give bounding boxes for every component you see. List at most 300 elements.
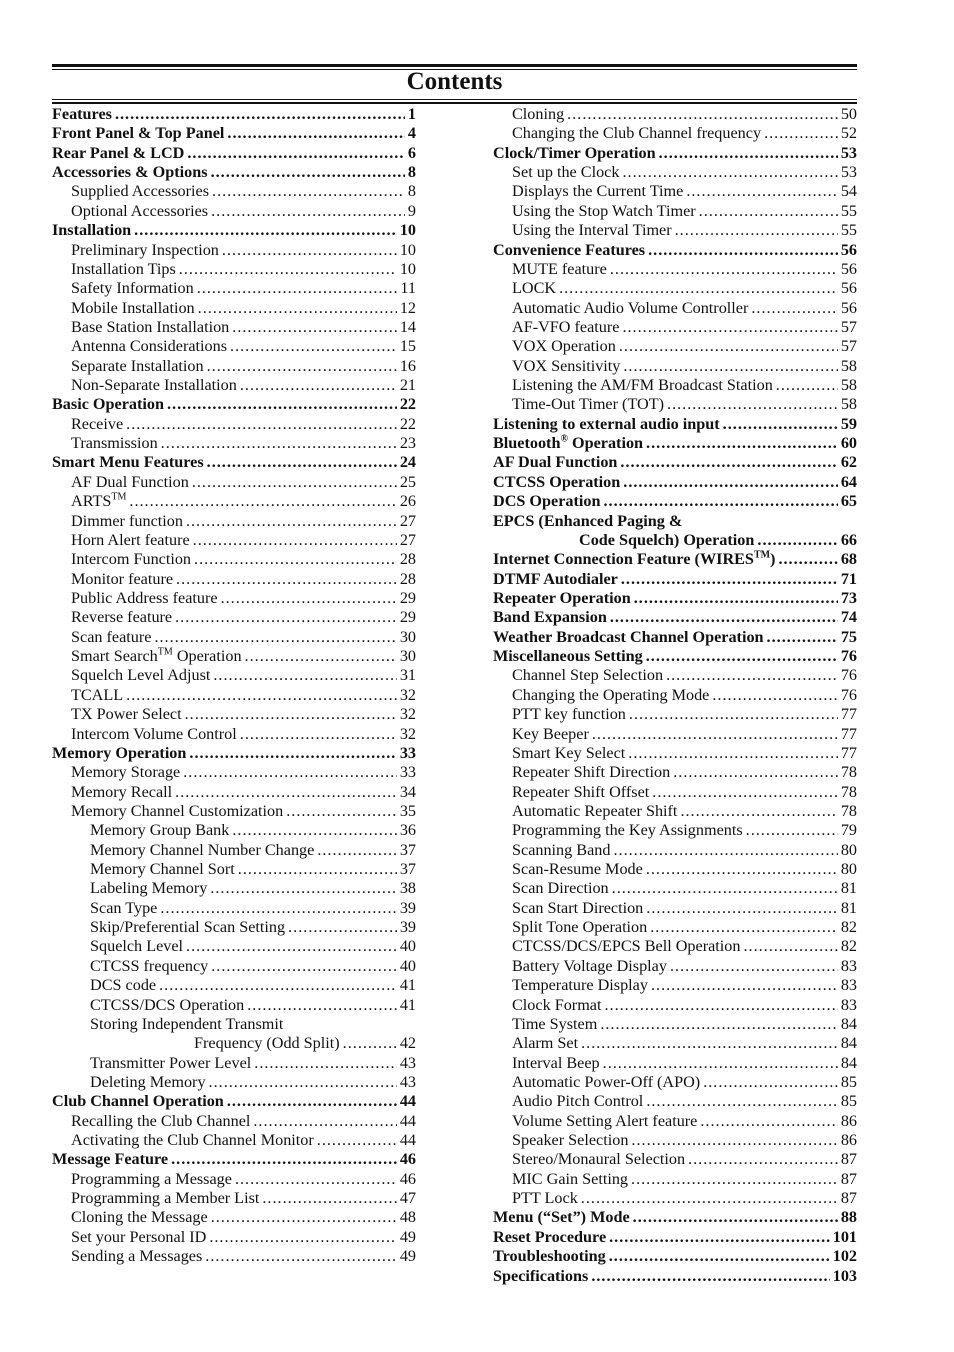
toc-page-number: 76 xyxy=(840,685,857,704)
toc-entry[interactable] xyxy=(493,918,857,937)
dot-leader xyxy=(167,395,397,414)
toc-entry[interactable] xyxy=(52,163,416,182)
toc-page-number: 102 xyxy=(832,1247,857,1266)
toc-entry-title: Programming a Member List xyxy=(71,1189,260,1208)
toc-entry[interactable] xyxy=(52,550,416,569)
toc-entry[interactable] xyxy=(493,473,857,492)
toc-page-number: 84 xyxy=(840,1053,857,1072)
toc-page-number: 44 xyxy=(399,1092,416,1111)
toc-entry-title: Transmission xyxy=(71,434,158,453)
toc-entry[interactable] xyxy=(52,860,416,879)
toc-entry[interactable] xyxy=(52,473,416,492)
toc-entry[interactable] xyxy=(493,337,857,356)
toc-entry[interactable] xyxy=(493,1092,857,1111)
toc-entry[interactable] xyxy=(52,182,416,201)
toc-entry[interactable] xyxy=(52,1189,416,1208)
toc-entry-title: Front Panel & Top Panel xyxy=(52,124,225,143)
toc-entry[interactable] xyxy=(493,628,857,647)
toc-entry[interactable] xyxy=(493,260,857,279)
toc-entry[interactable] xyxy=(493,589,857,608)
dot-leader xyxy=(699,202,838,221)
dot-leader xyxy=(175,783,397,802)
toc-entry-title: Changing the Operating Mode xyxy=(512,685,710,704)
toc-entry[interactable] xyxy=(493,318,857,337)
toc-entry-title: Separate Installation xyxy=(71,356,204,375)
toc-entry-title: Scan feature xyxy=(71,627,152,646)
dot-leader xyxy=(703,1073,838,1092)
dot-leader xyxy=(646,1092,838,1111)
toc-entry-title: Reverse feature xyxy=(71,608,173,627)
toc-entry[interactable] xyxy=(493,357,857,376)
toc-entry[interactable] xyxy=(493,241,857,260)
toc-entry[interactable] xyxy=(493,512,857,531)
toc-entry[interactable] xyxy=(493,821,857,840)
toc-entry-title: Automatic Power-Off (APO) xyxy=(512,1072,701,1091)
toc-entry[interactable] xyxy=(52,260,416,279)
toc-page-number: 78 xyxy=(840,763,857,782)
toc-entry-title: Message Feature xyxy=(52,1150,169,1169)
toc-entry-title: Intercom Function xyxy=(71,550,192,569)
toc-entry[interactable] xyxy=(493,531,857,550)
toc-entry-title: Public Address feature xyxy=(71,588,218,607)
dot-leader xyxy=(213,666,396,685)
toc-entry[interactable] xyxy=(493,492,857,511)
toc-entry[interactable] xyxy=(493,415,857,434)
toc-entry[interactable] xyxy=(52,608,416,627)
toc-page-number: 76 xyxy=(840,647,857,666)
toc-page-number: 71 xyxy=(840,569,857,588)
toc-entry-title: Activating the Club Channel Monitor xyxy=(71,1131,314,1150)
toc-entry[interactable] xyxy=(493,163,857,182)
toc-entry-title: Using the Stop Watch Timer xyxy=(512,201,696,220)
toc-entry[interactable] xyxy=(52,976,416,995)
toc-entry[interactable] xyxy=(493,1054,857,1073)
toc-entry[interactable] xyxy=(52,357,416,376)
toc-entry-title: Smart Search™ Operation xyxy=(71,646,242,666)
toc-entry[interactable] xyxy=(52,1112,416,1131)
toc-page-number: 86 xyxy=(840,1111,857,1130)
toc-entry[interactable] xyxy=(493,725,857,744)
dot-leader xyxy=(581,1189,838,1208)
toc-page-number: 24 xyxy=(399,453,416,472)
dot-leader xyxy=(620,453,837,472)
toc-page-number: 64 xyxy=(840,472,857,491)
toc-page-number: 55 xyxy=(840,201,857,220)
toc-entry[interactable] xyxy=(52,918,416,937)
toc-entry-title: CTCSS/DCS Operation xyxy=(90,995,245,1014)
dot-leader xyxy=(700,1112,837,1131)
toc-entry[interactable] xyxy=(52,841,416,860)
toc-entry[interactable] xyxy=(493,105,857,124)
toc-entry[interactable] xyxy=(52,744,416,763)
toc-entry[interactable] xyxy=(52,434,416,453)
toc-entry[interactable] xyxy=(52,318,416,337)
toc-entry-title: Horn Alert feature xyxy=(71,530,190,549)
toc-entry[interactable] xyxy=(52,531,416,550)
toc-page-number: 56 xyxy=(840,279,857,298)
dot-leader xyxy=(746,821,838,840)
toc-page-number: 6 xyxy=(407,143,416,162)
toc-entry-title: Labeling Memory xyxy=(90,879,208,898)
toc-page-number: 56 xyxy=(840,240,857,259)
toc-entry[interactable] xyxy=(52,1228,416,1247)
toc-entry[interactable] xyxy=(52,705,416,724)
toc-entry[interactable] xyxy=(52,802,416,821)
dot-leader xyxy=(603,492,837,511)
toc-entry-superscript: TM xyxy=(157,646,173,658)
toc-entry-title: ARTS™ xyxy=(71,491,127,511)
dot-leader xyxy=(673,763,838,782)
toc-page-number: 43 xyxy=(399,1053,416,1072)
toc-page-number: 46 xyxy=(399,1169,416,1188)
dot-leader xyxy=(175,608,397,627)
toc-entry-title: CTCSS/DCS/EPCS Bell Operation xyxy=(512,937,741,956)
toc-entry-title: Alarm Set xyxy=(512,1034,579,1053)
toc-entry[interactable] xyxy=(493,1150,857,1169)
dot-leader xyxy=(623,473,838,492)
toc-entry[interactable] xyxy=(493,937,857,956)
toc-entry[interactable] xyxy=(493,1131,857,1150)
toc-entry[interactable] xyxy=(52,241,416,260)
toc-entry[interactable] xyxy=(493,550,857,569)
toc-entry-title: Repeater Shift Offset xyxy=(512,782,650,801)
toc-entry-title: Cloning the Message xyxy=(71,1208,208,1227)
toc-entry-title: Repeater Shift Direction xyxy=(512,763,671,782)
dot-leader xyxy=(126,686,397,705)
toc-entry[interactable] xyxy=(493,221,857,240)
toc-entry[interactable] xyxy=(493,899,857,918)
toc-page-number: 80 xyxy=(840,840,857,859)
dot-leader xyxy=(176,570,397,589)
toc-entry[interactable] xyxy=(52,937,416,956)
toc-page-number: 79 xyxy=(840,821,857,840)
toc-entry-title: Audio Pitch Control xyxy=(512,1092,644,1111)
toc-entry-title: Frequency (Odd Split) xyxy=(194,1034,340,1053)
dot-leader xyxy=(343,1034,397,1053)
toc-entry[interactable] xyxy=(493,182,857,201)
dot-leader xyxy=(667,395,838,414)
toc-entry-title: Scanning Band xyxy=(512,840,611,859)
dot-leader xyxy=(764,124,838,143)
toc-entry[interactable] xyxy=(493,647,857,666)
dot-leader xyxy=(686,182,837,201)
toc-page-number: 43 xyxy=(399,1072,416,1091)
toc-entry-title: AF Dual Function xyxy=(71,472,189,491)
toc-page-number: 40 xyxy=(399,937,416,956)
dot-leader xyxy=(648,241,838,260)
toc-page-number: 87 xyxy=(840,1169,857,1188)
dot-leader xyxy=(194,550,397,569)
toc-entry[interactable] xyxy=(52,589,416,608)
toc-entry[interactable] xyxy=(52,899,416,918)
toc-entry-title: Mobile Installation xyxy=(71,298,195,317)
toc-entry[interactable] xyxy=(52,1034,416,1053)
toc-page-number: 41 xyxy=(399,976,416,995)
toc-entry-title: Displays the Current Time xyxy=(512,182,684,201)
toc-entry-title: MIC Gain Setting xyxy=(512,1169,629,1188)
toc-entry-title: Changing the Club Channel frequency xyxy=(512,124,762,143)
dot-leader xyxy=(240,725,397,744)
toc-entry-title: VOX Operation xyxy=(512,337,616,356)
toc-page-number: 73 xyxy=(840,588,857,607)
dot-leader xyxy=(245,647,397,666)
dot-leader xyxy=(227,1092,397,1111)
toc-entry[interactable] xyxy=(52,279,416,298)
toc-entry[interactable] xyxy=(52,628,416,647)
toc-page-number: 46 xyxy=(399,1150,416,1169)
dot-leader xyxy=(207,357,397,376)
dot-leader xyxy=(187,144,405,163)
toc-entry-title: Specifications xyxy=(493,1266,589,1285)
toc-entry[interactable] xyxy=(52,202,416,221)
toc-page-number: 4 xyxy=(407,124,416,143)
toc-page-number: 81 xyxy=(840,879,857,898)
dot-leader xyxy=(212,182,405,201)
dot-leader xyxy=(723,415,838,434)
toc-entry-title: Smart Menu Features xyxy=(52,453,204,472)
toc-entry-title: Monitor feature xyxy=(71,569,174,588)
toc-entry-title: Battery Voltage Display xyxy=(512,956,667,975)
toc-entry[interactable] xyxy=(493,996,857,1015)
toc-entry[interactable] xyxy=(493,299,857,318)
dot-leader xyxy=(189,744,396,763)
toc-page-number: 83 xyxy=(840,956,857,975)
toc-page-number: 50 xyxy=(840,105,857,123)
toc-page-number: 55 xyxy=(840,221,857,240)
toc-entry[interactable] xyxy=(493,686,857,705)
toc-page-number: 77 xyxy=(840,705,857,724)
toc-page-number: 34 xyxy=(399,782,416,801)
toc-entry[interactable] xyxy=(493,1112,857,1131)
toc-entry[interactable] xyxy=(52,647,416,666)
toc-entry[interactable] xyxy=(493,802,857,821)
toc-entry[interactable] xyxy=(493,608,857,627)
toc-column-right xyxy=(493,105,857,1286)
toc-entry[interactable] xyxy=(493,879,857,898)
title-rule-thin xyxy=(52,99,857,100)
toc-entry[interactable] xyxy=(493,1034,857,1053)
toc-page-number: 75 xyxy=(840,627,857,646)
toc-entry[interactable] xyxy=(52,1092,416,1111)
toc-entry[interactable] xyxy=(493,744,857,763)
toc-entry-title: MUTE feature xyxy=(512,259,607,278)
toc-entry[interactable] xyxy=(493,1170,857,1189)
toc-page-number: 53 xyxy=(840,163,857,182)
toc-entry[interactable] xyxy=(52,337,416,356)
toc-entry[interactable] xyxy=(493,453,857,472)
dot-leader xyxy=(581,1034,838,1053)
toc-entry[interactable] xyxy=(493,1073,857,1092)
dot-leader xyxy=(126,415,397,434)
toc-entry[interactable] xyxy=(493,144,857,163)
toc-entry-title: PTT Lock xyxy=(512,1189,578,1208)
toc-entry[interactable] xyxy=(52,821,416,840)
toc-entry[interactable] xyxy=(52,453,416,472)
toc-entry[interactable] xyxy=(493,202,857,221)
toc-entry[interactable] xyxy=(52,299,416,318)
toc-entry-title: Code Squelch) Operation xyxy=(579,530,755,549)
dot-leader xyxy=(623,357,837,376)
toc-entry[interactable] xyxy=(493,976,857,995)
toc-page-number: 49 xyxy=(399,1247,416,1266)
toc-page-number: 38 xyxy=(399,879,416,898)
toc-entry[interactable] xyxy=(493,666,857,685)
toc-page-number: 28 xyxy=(399,550,416,569)
toc-entry-title: Memory Operation xyxy=(52,743,187,762)
toc-page-number: 83 xyxy=(840,976,857,995)
toc-page-number: 65 xyxy=(840,492,857,511)
toc-entry[interactable] xyxy=(493,279,857,298)
toc-entry-title: Sending a Messages xyxy=(71,1247,203,1266)
toc-entry-title: Memory Channel Customization xyxy=(71,801,284,820)
toc-entry-title: DCS code xyxy=(90,976,157,995)
dot-leader xyxy=(675,221,838,240)
toc-page-number: 56 xyxy=(840,259,857,278)
toc-entry[interactable] xyxy=(493,705,857,724)
toc-entry[interactable] xyxy=(493,1228,857,1247)
toc-entry[interactable] xyxy=(52,996,416,1015)
dot-leader xyxy=(286,802,397,821)
toc-entry-title: DCS Operation xyxy=(493,492,601,511)
toc-entry[interactable] xyxy=(493,1189,857,1208)
dot-leader xyxy=(197,279,398,298)
dot-leader xyxy=(209,1228,396,1247)
toc-entry[interactable] xyxy=(493,860,857,879)
toc-entry[interactable] xyxy=(52,221,416,240)
toc-entry-superscript: TM xyxy=(753,549,771,561)
toc-entry[interactable] xyxy=(52,1054,416,1073)
toc-entry-title: Temperature Display xyxy=(512,976,648,995)
toc-entry[interactable] xyxy=(52,1015,416,1034)
toc-entry[interactable] xyxy=(52,124,416,143)
toc-entry[interactable] xyxy=(52,763,416,782)
toc-entry-title: Speaker Selection xyxy=(512,1131,629,1150)
toc-entry[interactable] xyxy=(493,1267,857,1286)
toc-page-number: 8 xyxy=(407,163,416,182)
dot-leader xyxy=(134,221,397,240)
toc-page-number: 85 xyxy=(840,1092,857,1111)
toc-entry[interactable] xyxy=(52,1150,416,1169)
toc-entry[interactable] xyxy=(493,1247,857,1266)
toc-entry-title: Deleting Memory xyxy=(90,1072,206,1091)
dot-leader xyxy=(603,1054,838,1073)
dot-leader xyxy=(567,105,838,124)
dot-leader xyxy=(154,628,396,647)
toc-page-number: 82 xyxy=(840,918,857,937)
toc-page-number: 59 xyxy=(840,414,857,433)
toc-entry[interactable] xyxy=(52,1073,416,1092)
toc-page-number: 58 xyxy=(840,356,857,375)
toc-entry[interactable] xyxy=(493,957,857,976)
toc-entry[interactable] xyxy=(52,415,416,434)
toc-entry[interactable] xyxy=(52,957,416,976)
toc-entry-title: Memory Storage xyxy=(71,763,181,782)
dot-leader xyxy=(592,725,838,744)
toc-entry[interactable] xyxy=(493,841,857,860)
toc-entry[interactable] xyxy=(52,395,416,414)
toc-entry-title: LOCK xyxy=(512,279,557,298)
toc-page-number: 16 xyxy=(399,356,416,375)
toc-entry[interactable] xyxy=(52,570,416,589)
toc-page-number: 77 xyxy=(840,743,857,762)
toc-entry-title: Menu (“Set”) Mode xyxy=(493,1208,630,1227)
toc-entry[interactable] xyxy=(493,395,857,414)
toc-entry[interactable] xyxy=(52,1131,416,1150)
toc-entry[interactable] xyxy=(493,783,857,802)
dot-leader xyxy=(652,783,838,802)
toc-page-number: 11 xyxy=(400,279,416,298)
toc-entry[interactable] xyxy=(52,376,416,395)
toc-entry-title: Intercom Volume Control xyxy=(71,724,237,743)
dot-leader xyxy=(622,163,837,182)
toc-entry[interactable] xyxy=(52,783,416,802)
toc-entry-title: Installation Tips xyxy=(71,259,176,278)
toc-entry[interactable] xyxy=(493,376,857,395)
dot-leader xyxy=(659,144,838,163)
toc-entry[interactable] xyxy=(52,512,416,531)
toc-entry[interactable] xyxy=(493,1015,857,1034)
toc-entry[interactable] xyxy=(52,686,416,705)
toc-page-number: 25 xyxy=(399,472,416,491)
toc-page-number: 62 xyxy=(840,453,857,472)
toc-entry[interactable] xyxy=(52,879,416,898)
toc-page-number: 44 xyxy=(399,1111,416,1130)
toc-entry[interactable] xyxy=(493,763,857,782)
toc-entry[interactable] xyxy=(52,725,416,744)
toc-entry[interactable] xyxy=(52,666,416,685)
dot-leader xyxy=(619,337,838,356)
toc-page-number: 47 xyxy=(399,1189,416,1208)
dot-leader xyxy=(222,241,397,260)
toc-entry-title: Features xyxy=(52,105,112,123)
toc-entry-title: Preliminary Inspection xyxy=(71,240,219,259)
toc-entry-title: VOX Sensitivity xyxy=(512,356,621,375)
toc-page-number: 26 xyxy=(399,492,416,511)
toc-entry-title: Clock/Timer Operation xyxy=(493,143,656,162)
toc-page-number: 31 xyxy=(399,666,416,685)
toc-entry[interactable] xyxy=(493,434,857,453)
dot-leader xyxy=(211,163,405,182)
toc-entry[interactable] xyxy=(52,1170,416,1189)
toc-entry[interactable] xyxy=(52,1247,416,1266)
toc-page-number: 35 xyxy=(399,801,416,820)
toc-entry[interactable] xyxy=(493,570,857,589)
toc-page-number: 77 xyxy=(840,724,857,743)
toc-page-number: 101 xyxy=(832,1227,857,1246)
dot-leader xyxy=(651,976,838,995)
dot-leader xyxy=(205,1247,397,1266)
toc-entry[interactable] xyxy=(493,1208,857,1227)
toc-page-number: 33 xyxy=(399,743,416,762)
toc-entry-title: Using the Interval Timer xyxy=(512,221,672,240)
toc-entry[interactable] xyxy=(52,144,416,163)
toc-entry-title: Clock Format xyxy=(512,995,602,1014)
dot-leader xyxy=(610,608,838,627)
dot-leader xyxy=(628,744,838,763)
toc-entry[interactable] xyxy=(493,124,857,143)
toc-page-number: 57 xyxy=(840,337,857,356)
toc-entry[interactable] xyxy=(52,1208,416,1227)
toc-entry[interactable] xyxy=(52,492,416,511)
toc-entry-title: Programming a Message xyxy=(71,1169,232,1188)
dot-leader xyxy=(210,879,396,898)
toc-entry[interactable] xyxy=(52,105,416,124)
dot-leader xyxy=(634,589,838,608)
toc-entry-superscript: ® xyxy=(560,433,568,445)
toc-entry-title: Skip/Preferential Scan Setting xyxy=(90,918,286,937)
toc-page-number: 80 xyxy=(840,860,857,879)
toc-page-number: 81 xyxy=(840,898,857,917)
